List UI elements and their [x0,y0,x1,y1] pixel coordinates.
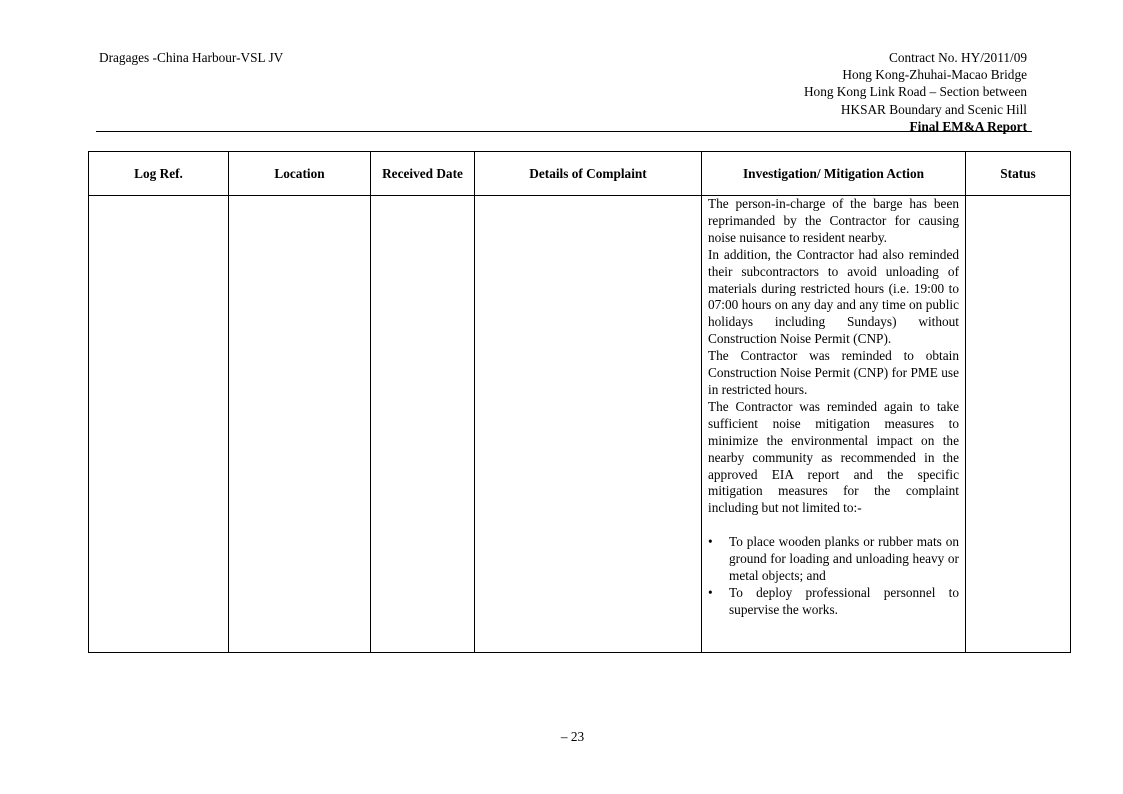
bullet-icon: • [708,584,713,600]
list-item [708,534,959,585]
complaint-log-table [88,151,1071,653]
header-divider [96,131,1032,132]
investigation-paragraph: The person-in-charge of the barge has been reprimanded by the Contractor for causing noise nuisance to resident nearby. [708,196,959,245]
paragraph-spacer [708,517,959,534]
cell-log-ref [89,196,229,653]
investigation-paragraph: In addition, the Contractor had also reminded their subcontractors to avoid unloading of materials during restricted hours (i.e. 19:00 to 07:00 hours on any day and any time on public holidays including Sundays) without Construction Noise Permit (CNP). [708,246,959,347]
investigation-paragraph: The Contractor was reminded again to take sufficient noise mitigation measures to minimize the environmental impact on the nearby community as recommended in the approved EIA report and the specific mitigation measures for the complaint including but not limited to:- [708,398,959,516]
mitigation-measure-text: To deploy professional personnel to supervise the works. [729,584,959,617]
cell-status [966,196,1071,653]
column-header-location: Location [229,152,371,196]
cell-details [475,196,702,653]
project-section: Hong Kong Link Road – Section between [803,84,1027,100]
cell-location [229,196,371,653]
list-item [708,585,959,619]
table-header-row [89,152,1071,196]
contractor-name: Dragages -China Harbour-VSL JV [99,50,284,65]
contract-number: Contract No. HY/2011/09 [888,50,1027,65]
contract-info [804,49,1027,135]
mitigation-measure-text: To place wooden planks or rubber mats on ground for loading and unloading heavy or metal objects; and [729,534,959,584]
cell-investigation [702,196,966,653]
report-title: Final EM&A Report [909,118,1027,134]
investigation-paragraph: The Contractor was reminded to obtain Construction Noise Permit (CNP) for PME use in restricted hours. [708,348,959,397]
table-row [89,196,1071,653]
project-section-extent: HKSAR Boundary and Scenic Hill [840,101,1027,117]
bullet-icon: • [708,534,713,550]
mitigation-measures-list [708,534,959,619]
column-header-log-ref: Log Ref. [89,152,229,196]
column-header-investigation: Investigation/ Mitigation Action [702,152,966,196]
page-number: – 23 [560,729,585,744]
column-header-received-date: Received Date [371,152,475,196]
project-name: Hong Kong-Zhuhai-Macao Bridge [842,67,1027,83]
column-header-details: Details of Complaint [475,152,702,196]
column-header-status: Status [966,152,1071,196]
cell-received-date [371,196,475,653]
